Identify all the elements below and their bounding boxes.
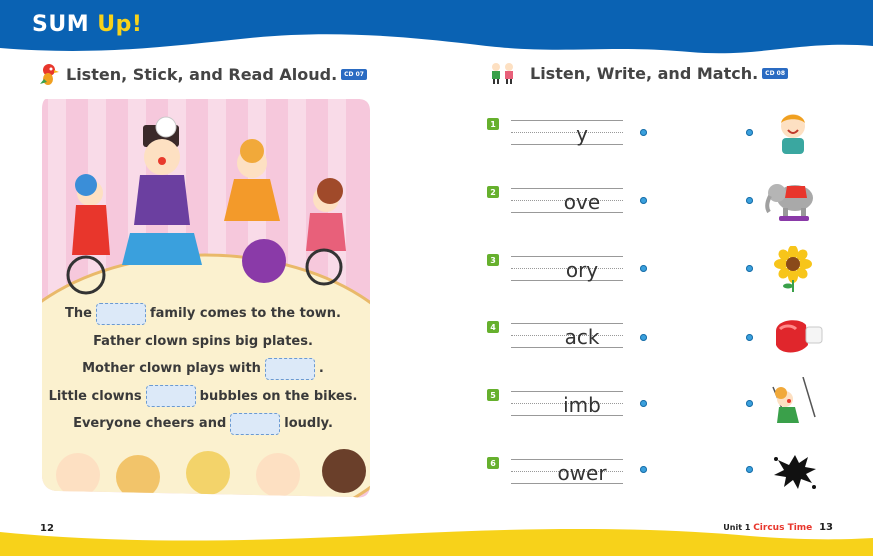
sentence-1-before: The (65, 306, 92, 322)
black-splat-picture[interactable] (770, 449, 820, 495)
page-number-left: 12 (40, 523, 54, 534)
match-row-1 (487, 118, 837, 164)
right-section-title-row (488, 62, 788, 84)
match-row-2 (487, 186, 837, 232)
word-ending-4: ack (564, 325, 600, 349)
match-dot-right-5[interactable] (746, 400, 753, 407)
match-dot-left-1[interactable] (640, 129, 647, 136)
match-dot-left-6[interactable] (640, 466, 647, 473)
trapeze-clown-picture[interactable] (763, 377, 823, 429)
sentence-4 (44, 383, 362, 411)
match-row-6 (487, 457, 837, 503)
parrot-icon (38, 62, 60, 86)
match-dot-left-4[interactable] (640, 334, 647, 341)
match-row-5 (487, 389, 837, 435)
circus-elephant-picture[interactable] (763, 176, 823, 222)
right-section-title: Listen, Write, and Match. (530, 63, 759, 83)
match-row-3 (487, 254, 837, 300)
word-ending-2: ove (563, 190, 601, 214)
sentence-3-after: . (318, 361, 324, 377)
story-sentences (44, 300, 362, 438)
match-dot-right-2[interactable] (746, 197, 753, 204)
match-dot-right-4[interactable] (746, 334, 753, 341)
word-ending-1: y (576, 122, 588, 146)
two-kids-icon (488, 62, 518, 84)
item-number-5: 5 (487, 389, 499, 401)
sum-up-logo (32, 12, 142, 37)
cd-track-badge-right: CD 08 (762, 68, 788, 79)
match-dot-right-1[interactable] (746, 129, 753, 136)
word-ending-5: imb (563, 393, 601, 417)
item-number-6: 6 (487, 457, 499, 469)
sentence-5-before: Everyone cheers and (73, 416, 227, 432)
sentence-4-after: bubbles on the bikes. (199, 388, 358, 404)
sentence-4-before: Little clowns (48, 388, 142, 404)
item-number-4: 4 (487, 321, 499, 333)
item-number-1: 1 (487, 118, 499, 130)
match-dot-right-6[interactable] (746, 466, 753, 473)
sentence-3 (44, 355, 362, 383)
sentence-3-before: Mother clown plays with (82, 361, 261, 377)
match-dot-left-2[interactable] (640, 197, 647, 204)
sentence-2-text: Father clown spins big plates. (93, 333, 313, 349)
page-number-right: 13 (819, 522, 833, 533)
sticker-blank-1[interactable] (96, 303, 146, 325)
match-dot-right-3[interactable] (746, 265, 753, 272)
left-section-title: Listen, Stick, and Read Aloud. (66, 64, 338, 84)
item-number-3: 3 (487, 254, 499, 266)
cd-track-badge-left: CD 07 (341, 69, 367, 80)
word-ending-6: ower (557, 461, 607, 485)
sticker-blank-3[interactable] (146, 385, 196, 407)
unit-title: Circus Time (753, 523, 813, 533)
sunflower-picture[interactable] (770, 246, 816, 292)
sentence-5 (44, 410, 362, 438)
sentence-2 (44, 328, 362, 356)
boy-picture[interactable] (770, 110, 816, 156)
left-section-title-row (38, 62, 367, 86)
match-dot-left-3[interactable] (640, 265, 647, 272)
unit-footer (723, 522, 833, 533)
item-number-2: 2 (487, 186, 499, 198)
boxing-glove-picture[interactable] (770, 315, 826, 361)
unit-label: Unit 1 (723, 523, 751, 532)
word-ending-3: ory (565, 258, 599, 282)
match-row-4 (487, 321, 837, 367)
sentence-5-after: loudly. (284, 416, 333, 432)
sentence-1-after: family comes to the town. (149, 306, 341, 322)
sticker-blank-2[interactable] (265, 358, 315, 380)
brand-word-sum: SUM (32, 12, 90, 37)
match-dot-left-5[interactable] (640, 400, 647, 407)
brand-word-up: Up! (97, 12, 143, 37)
sentence-1 (44, 300, 362, 328)
sticker-blank-4[interactable] (230, 413, 280, 435)
